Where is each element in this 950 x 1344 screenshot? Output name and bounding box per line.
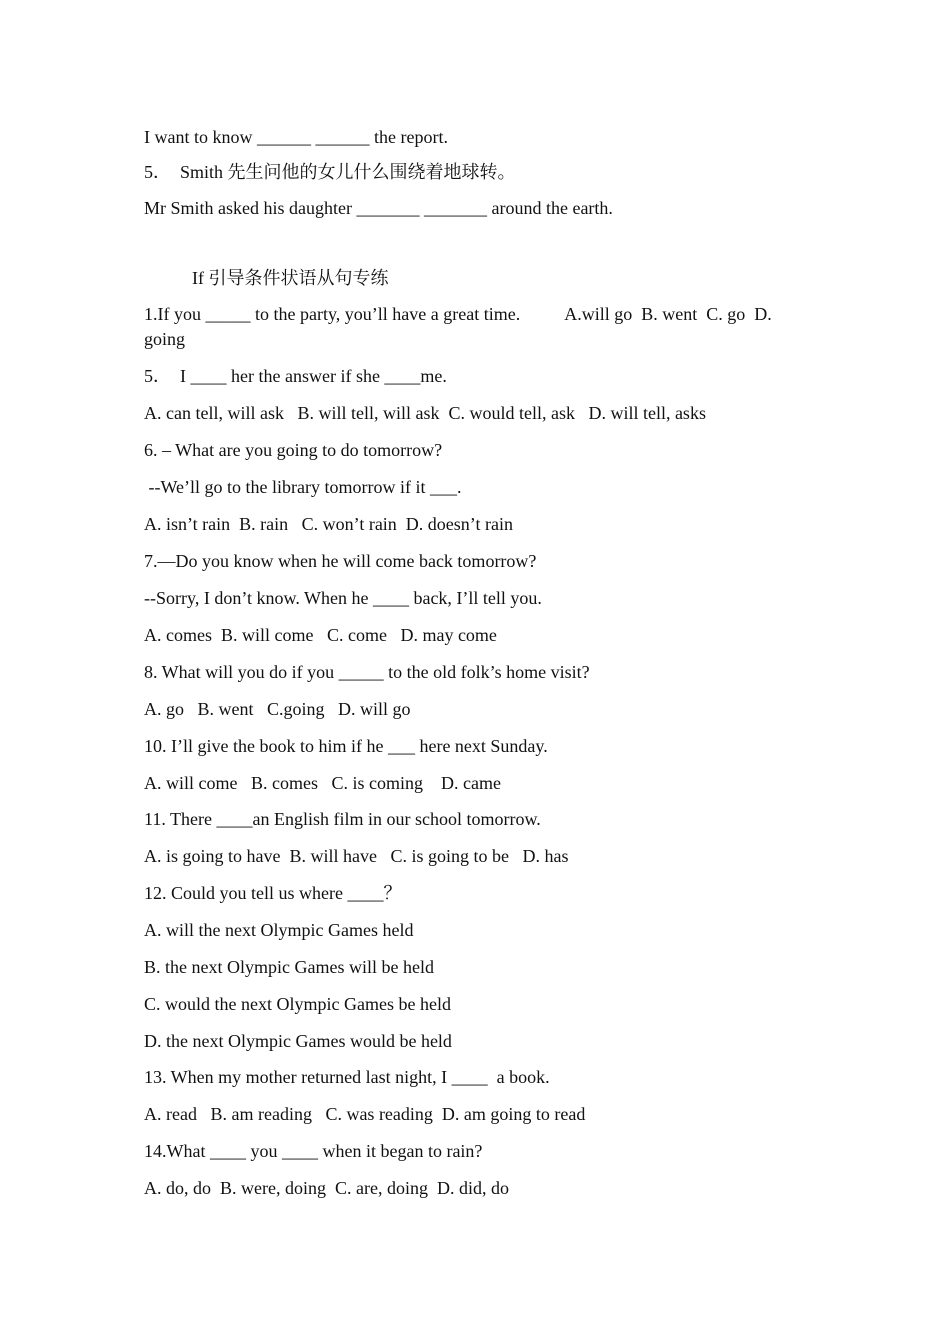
- question-12: 12. Could you tell us where ____？: [144, 883, 402, 903]
- question-10-options: A. will come B. comes C. is coming D. came: [144, 773, 501, 793]
- question-12-option-c: C. would the next Olympic Games be held: [144, 994, 451, 1014]
- question-8: 8. What will you do if you _____ to the old folk’s home visit?: [144, 662, 590, 682]
- question-11-options: A. is going to have B. will have C. is going to be D. has: [144, 846, 569, 866]
- question-8-options: A. go B. went C.going D. will go: [144, 699, 411, 719]
- question-1: 1.If you _____ to the party, you’ll have a great time. A.will go B. went C. go D. going: [144, 304, 777, 349]
- question-11: 11. There ____an English film in our school tomorrow.: [144, 809, 541, 829]
- question-10: 10. I’ll give the book to him if he ___ here next Sunday.: [144, 736, 548, 756]
- question-14: 14.What ____ you ____ when it began to rain?: [144, 1141, 483, 1161]
- question-12-option-d: D. the next Olympic Games would be held: [144, 1031, 452, 1051]
- question-5-options: A. can tell, will ask B. will tell, will ask C. would tell, ask D. will tell, asks: [144, 403, 706, 423]
- question-6-reply: --We’ll go to the library tomorrow if it ___.: [144, 477, 462, 497]
- question-13: 13. When my mother returned last night, I ____ a book.: [144, 1067, 550, 1087]
- question-6: 6. – What are you going to do tomorrow?: [144, 440, 443, 460]
- question-7-options: A. comes B. will come C. come D. may come: [144, 625, 497, 645]
- question-6-options: A. isn’t rain B. rain C. won’t rain D. doesn’t rain: [144, 514, 513, 534]
- section-heading: If 引导条件状语从句专练: [192, 268, 389, 288]
- question-7-reply: --Sorry, I don’t know. When he ____ back, I’ll tell you.: [144, 588, 542, 608]
- question-14-options: A. do, do B. were, doing C. are, doing D. did, do: [144, 1178, 509, 1198]
- text-line: 5． Smith 先生问他的女儿什么围绕着地球转。: [144, 162, 516, 182]
- question-12-option-a: A. will the next Olympic Games held: [144, 920, 414, 940]
- question-5: 5． I ____ her the answer if she ____me.: [144, 366, 447, 386]
- text-line: Mr Smith asked his daughter _______ _______ around the earth.: [144, 198, 613, 218]
- question-13-options: A. read B. am reading C. was reading D. am going to read: [144, 1104, 586, 1124]
- question-12-option-b: B. the next Olympic Games will be held: [144, 957, 434, 977]
- text-line: I want to know ______ ______ the report.: [144, 127, 448, 147]
- question-7: 7.—Do you know when he will come back tomorrow?: [144, 551, 537, 571]
